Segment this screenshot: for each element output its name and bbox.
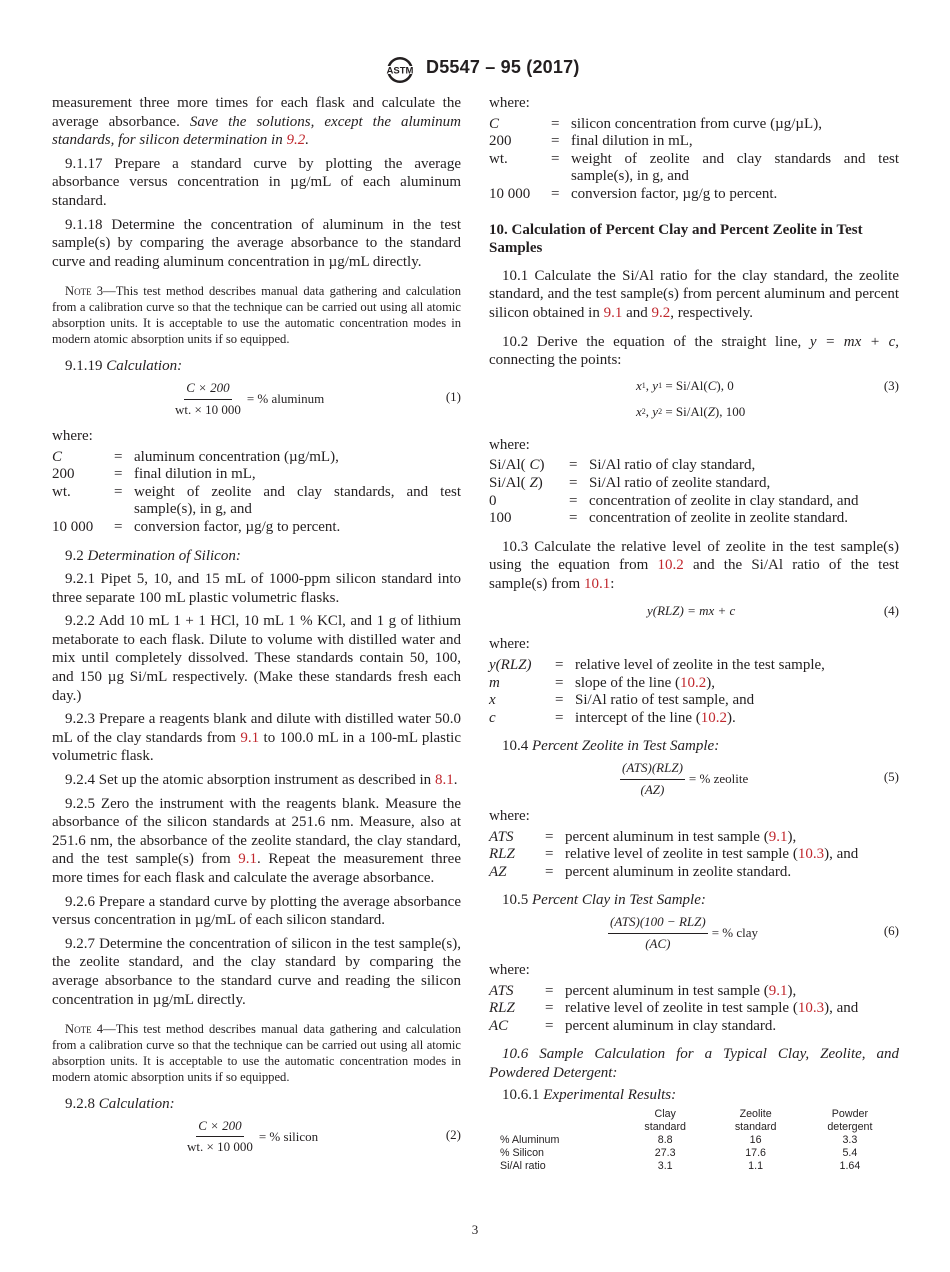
astm-logo-icon [380,56,420,84]
where-label-5: where: [489,808,530,825]
paragraph-9-2-1: 9.2.1 Pipet 5, 10, and 15 mL of 1000-ppm silicon standard into three separate 100 mL plastic volumetric flasks. [52,571,461,606]
paragraph-9-1-18: 9.1.18 Determine the concentration of aluminum in the test sample(s) by comparing the average absorbance to the standard curve and reading aluminum concentration in µg/mL directly. [52,216,461,270]
definition-equals: = [545,1000,554,1017]
definition-symbol: y(RLZ) [489,657,532,674]
definition-text: relative level of zeolite in the test sample, [575,657,825,674]
table-row: % Aluminum 8.8 16 3.3 [500,1134,858,1147]
definitions-eq2 [489,116,899,204]
link-10-2[interactable]: 10.2 [700,709,728,726]
where-label-2: where: [489,95,530,111]
definition-text: relative level of zeolite in test sample (10.3), and [565,1000,859,1017]
heading-9-2-8: 9.2.8 Calculation: [65,1096,175,1113]
definition-equals: = [555,657,564,674]
definition-symbol: RLZ [489,1000,515,1017]
definitions-eq4 [489,657,899,727]
definition-equals: = [114,448,123,465]
equation-6: $\frac{\text{(ATS)(100 − RLZ)}}{(AC)}$ = % clay (6) [610,914,899,951]
definition-equals: = [569,510,578,527]
paragraph-9-2-4: 9.2.4 Set up the atomic absorption instrument as described in 8.1. [65,772,458,789]
definition-equals: = [551,150,560,167]
right-column [489,94,899,1173]
equation-3-line-1: x 1 , y 1 = Si/Al( C ), 0 (3) [636,377,899,393]
definition-equals: = [551,115,560,132]
definition-equals: = [545,863,554,880]
definition-equals: = [545,828,554,845]
definition-equals: = [569,457,578,474]
page-header [0,56,950,86]
col-header-zeolite: Zeolite [739,1108,772,1121]
definition-symbol: ATS [489,828,514,845]
link-10-1[interactable]: 10.1 [583,575,611,592]
definition-text: relative level of zeolite in test sample (10.3), and [565,846,859,863]
definition-text: percent aluminum in test sample (9.1), [565,982,797,999]
experimental-results-table [489,1108,899,1173]
where-label-3: where: [489,436,530,453]
definition-equals: = [114,518,123,535]
equation-2: $\frac{C \times 200}{wt. \times 10 000}$ = % silicon (2) [187,1117,461,1155]
definition-symbol: wt. [52,483,71,500]
left-column [52,94,461,1156]
definition-equals: = [569,492,578,509]
definition-equals: = [569,474,578,491]
link-10-3[interactable]: 10.3 [797,1000,825,1017]
definition-symbol: 10 000 [489,185,531,202]
definition-symbol: AZ [489,863,507,880]
heading-9-2: 9.2 Determination of Silicon: [65,547,241,564]
definition-symbol: C [489,115,500,132]
definition-text: Si/Al ratio of clay standard, [589,457,756,474]
definitions-eq5 [489,829,899,882]
definition-text: Si/Al ratio of zeolite standard, [589,474,771,491]
definition-equals: = [545,1017,554,1034]
definition-equals: = [551,185,560,202]
definition-text: silicon concentration from curve (µg/µL), [571,115,822,132]
page-number: 3 [471,1222,479,1237]
definition-symbol: Si/Al( Z) [489,474,543,491]
definition-symbol: 0 [489,492,497,509]
svg-text:ASTM: ASTM [386,65,414,77]
definition-text: percent aluminum in zeolite standard. [565,863,792,880]
definition-symbol: RLZ [489,846,515,863]
paragraph-9-2-2: 9.2.2 Add 10 mL 1 + 1 HCl, 10 mL 1 % KCl, and 1 g of lithium metaborate to each flask. Dilute to volume with distilled water and mix until completely dissolved. These standards contain 50, 100, and 150 µg Si/mL respectively. (Make these standards fresh each day.) [52,613,461,704]
definition-equals: = [114,483,123,500]
note-3: Note 3—This test method describes manual data gathering and calculation from a calibration curve so that the technique can be carried out using all atomic absorption units. It is acceptable to use the automatic concentration modes in modern atomic absorption units if so equipped. [52,284,461,347]
definition-symbol: C [52,448,63,465]
heading-9-1-19: 9.1.19 Calculation: [65,358,183,375]
definitions-eq3 [489,457,899,527]
col-header-powder: Powder [831,1108,869,1121]
where-label-4: where: [489,636,530,653]
definition-symbol: ATS [489,982,514,999]
table-row: Si/Al ratio 3.1 1.1 1.64 [500,1160,861,1173]
paragraph-9-1-16-end: measurement three more times for each flask and calculate the average absorbance. Save the solutions, except the aluminum standards, for silicon determination in 9.2. [52,95,461,149]
heading-10-6: 10.6 Sample Calculation for a Typical Clay, Zeolite, and Powdered Detergent: [489,1046,899,1081]
link-10-3[interactable]: 10.3 [797,846,825,863]
definition-text: final dilution in mL, [571,133,693,150]
definition-text: intercept of the line (10.2). [575,709,736,726]
equation-3-line-2: x 2 , y 2 = Si/Al( Z ), 100 [636,403,746,419]
definition-symbol: 10 000 [52,518,94,535]
definition-equals: = [545,982,554,999]
link-10-2[interactable]: 10.2 [679,674,707,691]
definition-text: weight of zeolite and clay standards and test sample(s), in g, and [571,150,899,185]
definition-equals: = [555,674,564,691]
link-9-2[interactable]: 9.2 [651,304,671,321]
definition-equals: = [551,133,560,150]
definition-symbol: AC [489,1017,509,1034]
paragraph-9-2-3: 9.2.3 Prepare a reagents blank and dilute with distilled water 50.0 mL of the clay standards from 9.1 to 100.0 mL in a 100-mL plastic volumetric flask. [52,711,461,765]
definition-symbol: x [489,692,496,709]
definitions-eq6 [489,983,899,1036]
link-8-1[interactable]: 8.1 [434,772,454,789]
definition-equals: = [114,466,123,483]
definition-symbol: m [489,674,500,691]
paragraph-10-3: 10.3 Calculate the relative level of zeolite in the test sample(s) using the equation from 10.2 and the Si/Al ratio of the test sample(s) from 10.1: [489,538,899,592]
link-9-1[interactable]: 9.1 [240,729,260,746]
definition-symbol: c [489,709,496,726]
heading-10-4: 10.4 Percent Zeolite in Test Sample: [502,738,720,755]
results-header-row-1 [489,1108,899,1121]
results-header-row-2: standard standard detergent [644,1121,873,1134]
definition-symbol: 100 [489,510,512,527]
definition-text: percent aluminum in clay standard. [565,1017,777,1034]
document-id: D5547 – 95 (2017) [426,57,580,77]
link-9-2[interactable]: 9.2 [286,132,306,149]
definition-equals: = [545,846,554,863]
paragraph-9-2-5: 9.2.5 Zero the instrument with the reagents blank. Measure the absorbance of the silicon standards at 251.6 nm. Measure, also at 251.6 nm, the absorbance of the zeolite standard, the clay standard, and the test sample(s) from 9.1. Repeat the measurement three more times for each flask and calculate the average absorbance. [52,795,461,886]
paragraph-9-2-6: 9.2.6 Prepare a standard curve by plotting the average absorbance versus concentration in µg/mL of each silicon standard. [52,893,461,929]
equation-5: $\frac{\text{(ATS)(RLZ)}}{(AZ)}$ = % zeolite (5) [622,760,899,797]
note-4: Note 4—This test method describes manual data gathering and calculation from a calibration curve so that the technique can be carried out using all atomic absorption units. It is acceptable to use the automatic concentration modes in modern atomic absorption units if so equipped. [52,1022,461,1085]
definition-symbol: 200 [52,466,75,483]
definition-text: final dilution in mL, [134,466,256,483]
definition-text: slope of the line (10.2), [575,674,715,691]
where-label-6: where: [489,962,530,978]
paragraph-10-2: 10.2 Derive the equation of the straight line, y = mx + c, connecting the points: [489,333,899,369]
link-10-2[interactable]: 10.2 [657,557,684,574]
paragraph-10-1: 10.1 Calculate the Si/Al ratio for the clay standard, the zeolite standard, and the test sample(s) from percent aluminum and percent silicon obtained in 9.1 and 9.2, respectively. [489,267,899,321]
link-9-1[interactable]: 9.1 [768,982,788,999]
equation-4: y(RLZ) = mx + c (4) [647,603,899,619]
table-row: % Silicon 27.3 17.6 5.4 [500,1147,858,1160]
paragraph-9-2-7: 9.2.7 Determine the concentration of silicon in the test sample(s), the zeolite standard, and the clay standard by comparing the average absorbance to the standard curve and reading the silicon concentration in µg/mL directly. [52,935,461,1008]
definition-equals: = [555,692,564,709]
definition-equals: = [555,709,564,726]
definition-text: concentration of zeolite in clay standard, and [589,492,859,509]
definition-text: weight of zeolite and clay standards, and test sample(s), in g, and [134,483,461,518]
heading-10-6-1: 10.6.1 Experimental Results: [502,1086,677,1103]
link-9-1[interactable]: 9.1 [603,304,623,321]
definitions-eq1 [52,449,461,537]
definition-symbol: 200 [489,133,512,150]
definition-text: conversion factor, µg/g to percent. [134,518,341,535]
section-10-heading: 10. Calculation of Percent Clay and Percent Zeolite in Test Samples [489,221,863,257]
definition-text: percent aluminum in test sample (9.1), [565,828,797,845]
col-header-clay: Clay [654,1108,676,1121]
link-9-1[interactable]: 9.1 [768,828,788,845]
equation-1: $\frac{C \times 200}{wt. \times 10 000}$ = % aluminum (1) [175,379,461,417]
heading-10-5: 10.5 Percent Clay in Test Sample: [502,892,706,909]
definition-symbol: wt. [489,150,508,167]
where-label-1: where: [52,427,93,444]
definition-symbol: Si/Al( C) [489,457,545,474]
definition-text: conversion factor, µg/g to percent. [571,185,778,202]
definition-text: concentration of zeolite in zeolite standard. [589,510,849,527]
link-9-1[interactable]: 9.1 [238,851,257,868]
definition-text: aluminum concentration (µg/mL), [134,448,339,465]
definition-text: Si/Al ratio of test sample, and [575,692,755,709]
paragraph-9-1-17: 9.1.17 Prepare a standard curve by plotting the average absorbance versus concentration in µg/mL of each aluminum standard. [52,155,461,209]
